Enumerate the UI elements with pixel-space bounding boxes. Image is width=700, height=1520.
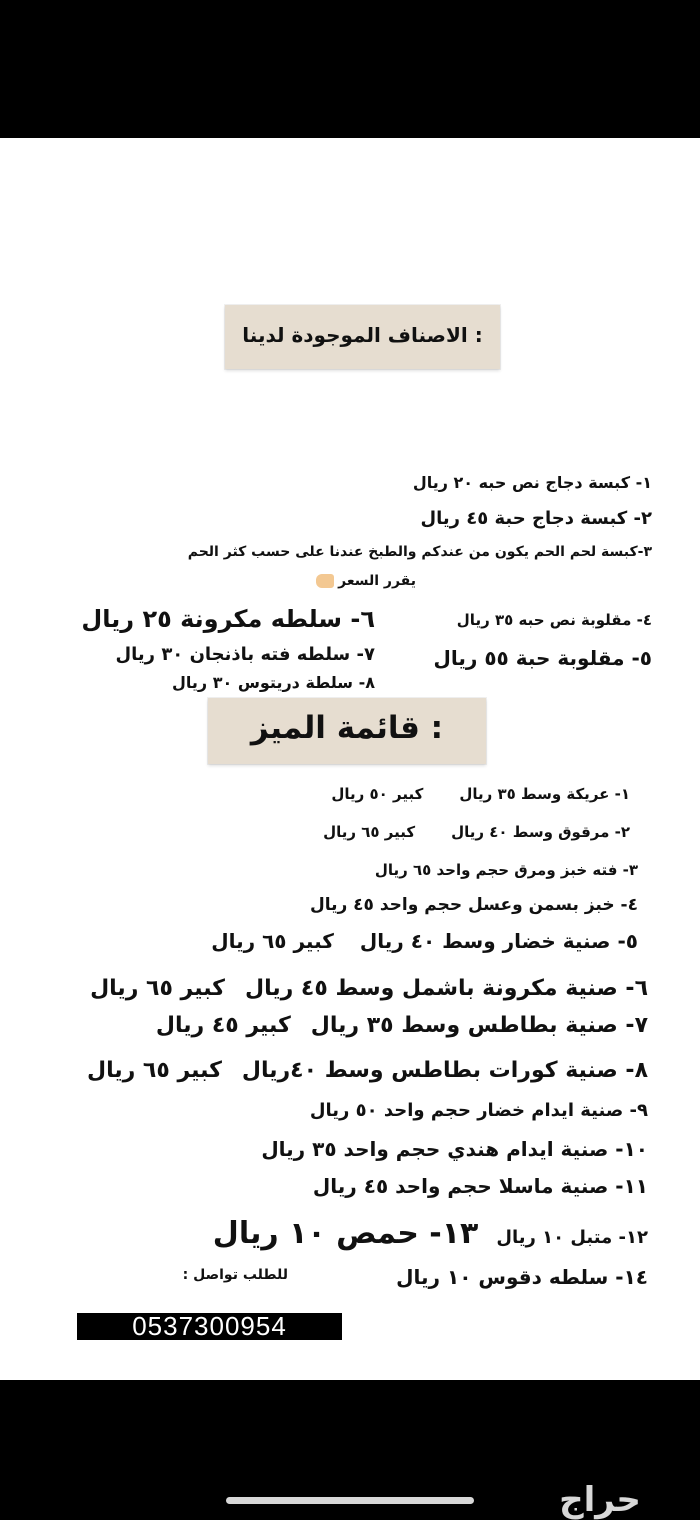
list-item: ٦- سلطه مكرونة ٢٥ ريال — [81, 605, 375, 633]
list-item: ٤- خبز بسمن وعسل حجم واحد ٤٥ ريال — [309, 895, 638, 915]
list-item: ٨- صنية كورات بطاطس وسط ٤٠ريالكبير ٦٥ ريال — [86, 1058, 648, 1083]
list-item: ١٢- متبل ١٠ ريال١٣- حمص ١٠ ريال — [212, 1216, 648, 1251]
list-item: ٥- مقلوبة حبة ٥٥ ريال — [433, 646, 652, 670]
menu-sheet — [0, 138, 700, 1380]
list-item: ٨- سلطة دريتوس ٣٠ ريال — [172, 673, 375, 692]
list-item: ١- عريكة وسط ٣٥ ريالكبير ٥٠ ريال — [331, 785, 630, 803]
section1-heading: الاصناف الموجودة لدينا : — [242, 323, 483, 347]
list-item: يقرر السعر — [316, 574, 416, 589]
haraj-watermark-logo: حراج — [559, 1480, 641, 1520]
list-item: ١٤- سلطه دقوس ١٠ ريال — [396, 1265, 648, 1289]
list-item: ٢- كبسة دجاج حبة ٤٥ ريال — [420, 508, 652, 529]
list-item: ١- كبسة دجاج نص حبه ٢٠ ريال — [412, 473, 652, 492]
list-item: ١٠- صنية ايدام هندي حجم واحد ٣٥ ريال — [261, 1137, 648, 1161]
list-item: ٩- صنية ايدام خضار حجم واحد ٥٠ ريال — [309, 1100, 648, 1121]
section1-heading-tape — [225, 305, 500, 369]
pointing-hand-icon — [316, 574, 334, 588]
home-indicator[interactable] — [226, 1497, 474, 1504]
list-item: ٧- صنية بطاطس وسط ٣٥ ريالكبير ٤٥ ريال — [155, 1013, 648, 1038]
list-item: ١١- صنية ماسلا حجم واحد ٤٥ ريال — [312, 1174, 648, 1198]
list-item: ٤- مقلوبة نص حبه ٣٥ ريال — [456, 611, 652, 629]
contact-label: للطلب تواصل : — [182, 1267, 288, 1283]
list-item: ٣-كبسة لحم الحم يكون من عندكم والطبخ عندنا على حسب كثر الحم — [187, 544, 652, 560]
section2-heading: قائمة الميز : — [250, 710, 444, 746]
phone-number[interactable]: 0537300954 — [77, 1313, 342, 1340]
list-item: ٥- صنية خضار وسط ٤٠ ريالكبير ٦٥ ريال — [211, 929, 638, 953]
list-item: ٦- صنية مكرونة باشمل وسط ٤٥ ريالكبير ٦٥ ريال — [90, 976, 648, 1001]
list-item: ٣- فته خبز ومرق حجم واحد ٦٥ ريال — [374, 861, 638, 879]
list-item: ٢- مرقوق وسط ٤٠ ريالكبير ٦٥ ريال — [323, 823, 630, 841]
section2-heading-tape — [208, 698, 486, 764]
list-item: ٧- سلطه فته باذنجان ٣٠ ريال — [115, 644, 375, 665]
